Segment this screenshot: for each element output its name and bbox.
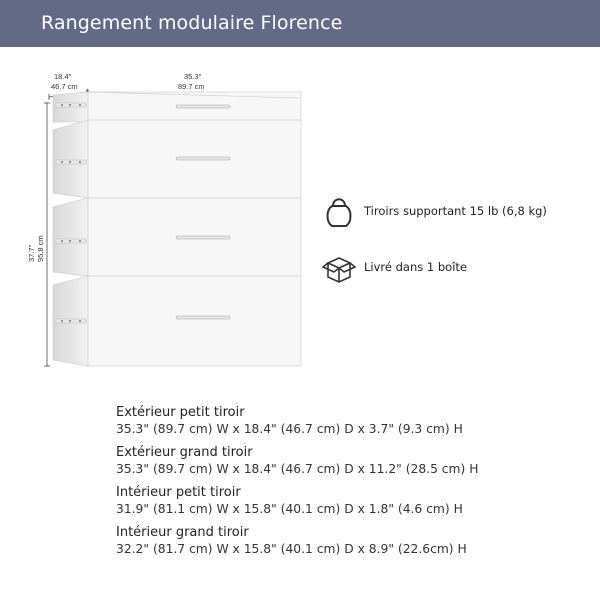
spec-title: Extérieur grand tiroir bbox=[116, 445, 253, 460]
large-drawer-3 bbox=[53, 276, 301, 366]
spec-title: Intérieur petit tiroir bbox=[116, 485, 241, 500]
depth-cm-label: 46.7 cm bbox=[51, 82, 78, 91]
spec-value: 32.2" (81.7 cm) W x 15.8" (40.1 cm) D x 8.9" (22.6cm) H bbox=[116, 542, 467, 556]
height-inches-label: 37.7" bbox=[27, 244, 36, 262]
height-dimension bbox=[27, 103, 50, 366]
large-drawer-1 bbox=[53, 120, 301, 198]
spec-item bbox=[116, 485, 556, 517]
feature-weight-capacity bbox=[320, 192, 547, 230]
spec-item bbox=[116, 525, 556, 557]
spec-item bbox=[116, 445, 556, 477]
spec-item bbox=[116, 405, 556, 437]
large-drawer-2 bbox=[53, 198, 301, 276]
spec-title: Extérieur petit tiroir bbox=[116, 405, 245, 420]
spec-value: 35.3" (89.7 cm) W x 18.4" (46.7 cm) D x 11.2" (28.5 cm) H bbox=[116, 462, 479, 476]
height-cm-label: 95.8 cm bbox=[36, 235, 45, 262]
box-icon bbox=[320, 248, 358, 286]
dimension-specs bbox=[116, 405, 556, 565]
small-drawer bbox=[53, 92, 301, 122]
feature-box-count bbox=[320, 248, 467, 286]
depth-inches-label: 18.4" bbox=[54, 72, 72, 81]
kettlebell-icon bbox=[320, 192, 358, 230]
spec-value: 35.3" (89.7 cm) W x 18.4" (46.7 cm) D x 3.7" (9.3 cm) H bbox=[116, 422, 463, 436]
page-title: Rangement modulaire Florence bbox=[41, 12, 343, 34]
width-inches-label: 35.3" bbox=[184, 72, 202, 81]
spec-value: 31.9" (81.1 cm) W x 15.8" (40.1 cm) D x 1.8" (4.6 cm) H bbox=[116, 502, 463, 516]
width-cm-label: 89.7 cm bbox=[178, 82, 205, 91]
feature-weight-text: Tiroirs supportant 15 lb (6,8 kg) bbox=[364, 204, 547, 218]
spec-title: Intérieur grand tiroir bbox=[116, 525, 249, 540]
feature-box-text: Livré dans 1 boîte bbox=[364, 260, 467, 274]
